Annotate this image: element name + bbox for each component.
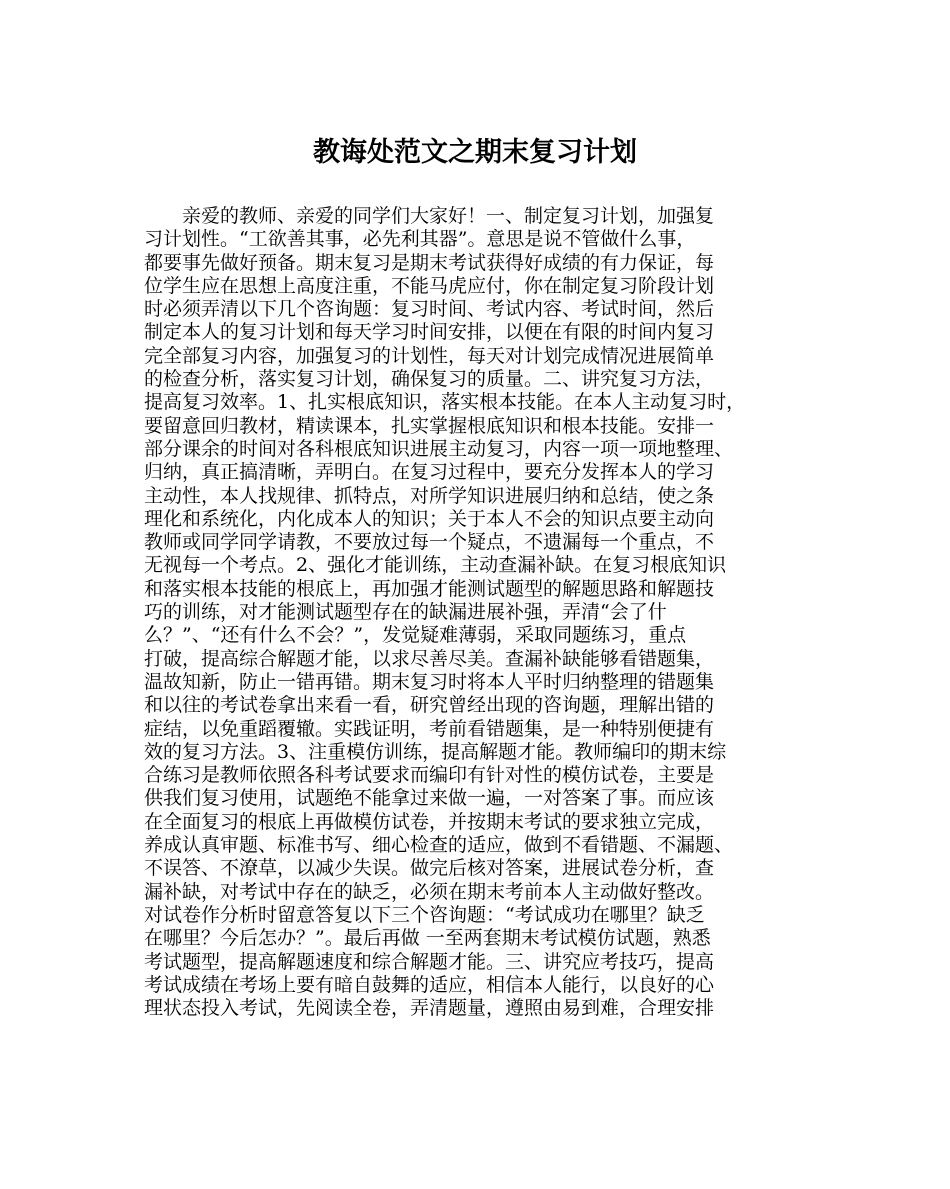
body-text-line: 教师或同学同学请教，不要放过每一个疑点，不遗漏每一个重点，不	[144, 531, 715, 554]
body-text-line: 提高复习效率。1、扎实根底知识，落实根本技能。在本人主动复习时，	[144, 391, 746, 414]
body-text-line: 漏补缺，对考试中存在的缺乏，必须在期末考前本人主动做好整改。	[144, 880, 715, 903]
body-text-line: 要留意回归教材，精读课本，扎实掌握根底知识和根本技能。安排一	[144, 414, 715, 437]
body-text-line: 症结，以免重蹈覆辙。实践证明，考前看错题集，是一种特别便捷有	[144, 717, 715, 740]
body-text-line: 和以往的考试卷拿出来看一看，研究曾经出现的咨询题，理解出错的	[144, 694, 715, 717]
body-text-line: 合练习是教师依照各科考试要求而编印有针对性的模仿试卷，主要是	[144, 764, 715, 787]
document-title: 教诲处范文之期末复习计划	[313, 137, 637, 168]
body-text-line: 都要事先做好预备。期末复习是期末考试获得好成绩的有力保证，每	[144, 251, 715, 274]
body-text-line: 温故知新，防止一错再错。期末复习时将本人平时归纳整理的错题集	[144, 670, 715, 693]
body-text-line: 和落实根本技能的根底上，再加强才能测试题型的解题思路和解题技	[144, 577, 715, 600]
body-text-line: 考试成绩在考场上要有暗自鼓舞的适应，相信本人能行，以良好的心	[144, 973, 715, 996]
body-text-line: 亲爱的教师、亲爱的同学们大家好！一、制定复习计划，加强复	[144, 205, 715, 227]
body-text-line: 无视每一个考点。2、强化才能训练，主动查漏补缺。在复习根底知识	[144, 554, 727, 577]
body-text-line: 在哪里？今后怎办？”。最后再做 一至两套期末考试模仿试题，熟悉	[144, 927, 711, 950]
body-text-line: 完全部复习内容，加强复习的计划性，每天对计划完成情况进展简单	[144, 344, 715, 367]
body-text-line: 考试题型，提高解题速度和综合解题才能。三、讲究应考技巧，提高	[144, 950, 715, 973]
body-text-line: 么？”、“还有什么不会？”，发觉疑难薄弱，采取同题练习，重点	[144, 624, 687, 647]
body-text-line: 效的复习方法。3、注重模仿训练，提高解题才能。教师编印的期末综	[144, 740, 727, 763]
document-body	[144, 205, 816, 1020]
body-text-line: 主动性，本人找规律、抓特点，对所学知识进展归纳和总结，使之条	[144, 484, 715, 507]
body-text-line: 部分课余的时间对各科根底知识进展主动复习，内容一项一项地整理、	[144, 437, 734, 460]
body-text-line: 制定本人的复习计划和每天学习时间安排，以便在有限的时间内复习	[144, 321, 715, 344]
body-text-line: 的检查分析，落实复习计划，确保复习的质量。二、讲究复习方法，	[144, 368, 715, 391]
body-text-line: 位学生应在思想上高度注重，不能马虎应付，你在制定复习阶段计划	[144, 274, 715, 297]
body-text-line: 对试卷作分析时留意答复以下三个咨询题：“考试成功在哪里？缺乏	[144, 903, 705, 926]
body-text-line: 养成认真审题、标准书写、细心检查的适应，做到不看错题、不漏题、	[144, 834, 734, 857]
body-text-line: 归纳，真正搞清晰，弄明白。在复习过程中，要充分发挥本人的学习	[144, 461, 715, 484]
body-text-line: 理化和系统化，内化成本人的知识；关于本人不会的知识点要主动向	[144, 507, 715, 530]
body-text-line: 巧的训练，对才能测试题型存在的缺漏进展补强，弄清“会了什	[144, 601, 667, 624]
body-text-line: 习计划性。“工欲善其事，必先利其器”。意思是说不管做什么事，	[144, 228, 696, 251]
body-text-line: 不误答、不潦草，以减少失误。做完后核对答案，进展试卷分析，查	[144, 857, 715, 880]
body-text-line: 供我们复习使用，试题绝不能拿过来做一遍，一对答案了事。而应该	[144, 787, 715, 810]
body-text-line: 时必须弄清以下几个咨询题：复习时间、考试内容、考试时间，然后	[144, 298, 715, 321]
body-text-line: 打破，提高综合解题才能，以求尽善尽美。查漏补缺能够看错题集，	[144, 647, 715, 670]
body-text-line: 理状态投入考试，先阅读全卷，弄清题量，遵照由易到难，合理安排	[144, 997, 715, 1020]
body-text-line: 在全面复习的根底上再做模仿试卷，并按期末考试的要求独立完成，	[144, 810, 715, 833]
